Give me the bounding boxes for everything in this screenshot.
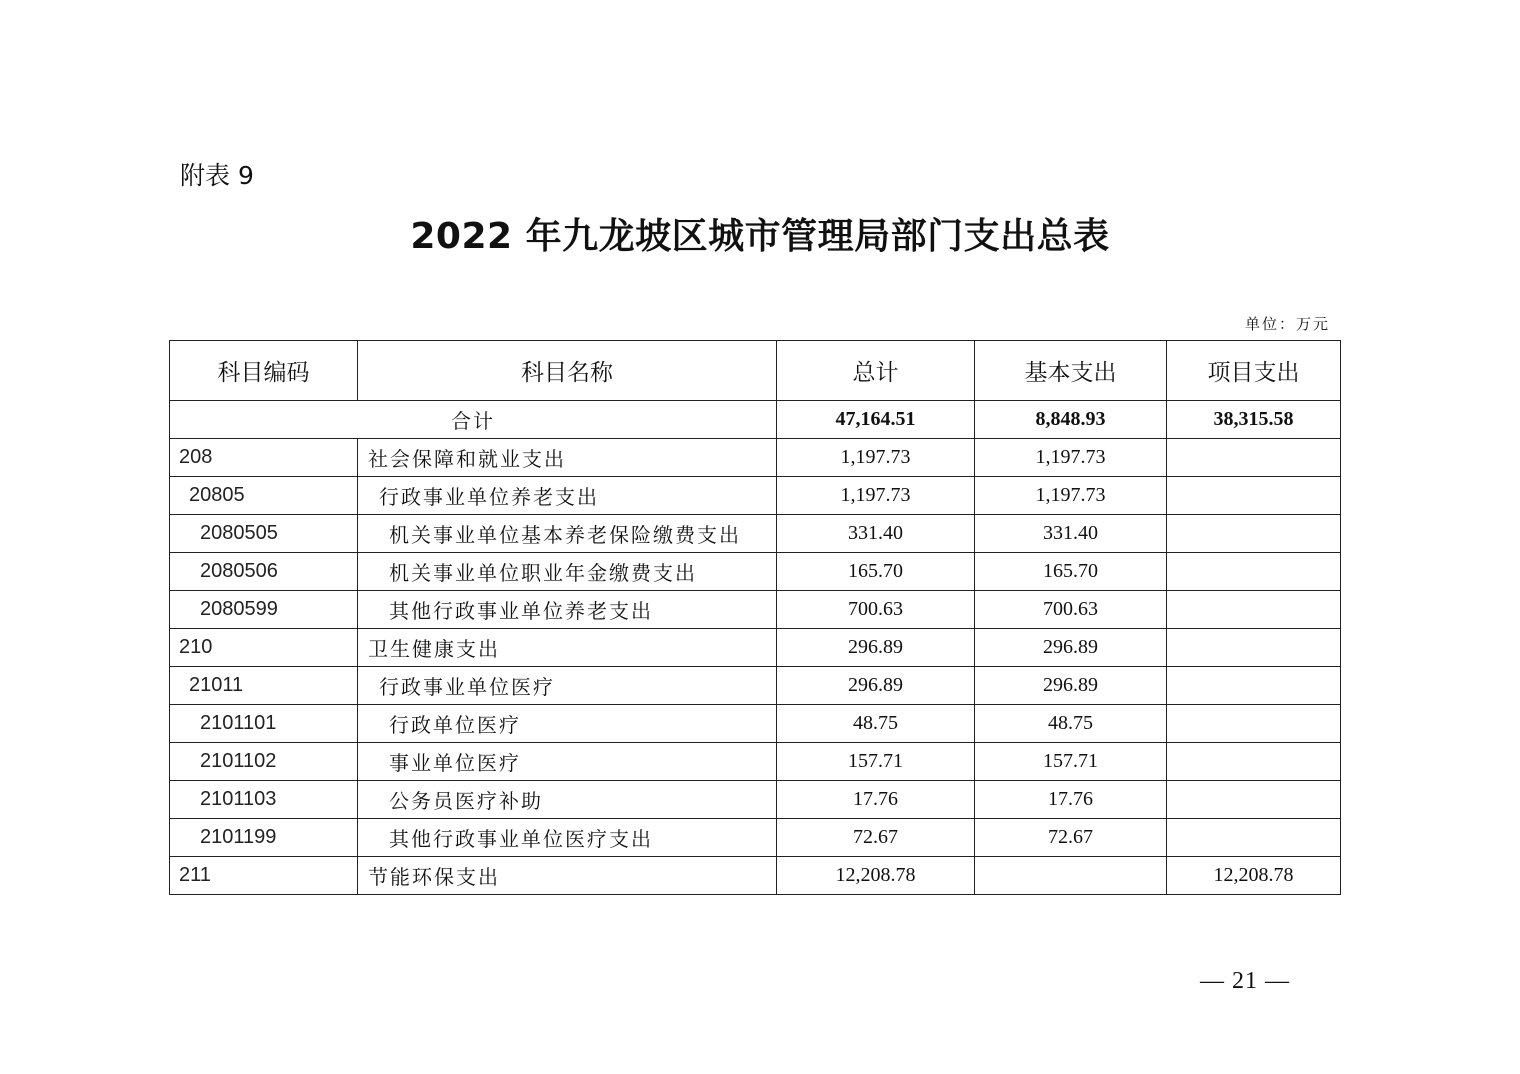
row-total: 165.70 [777, 553, 975, 591]
table-header-row [170, 341, 1341, 401]
document-title: 2022 年九龙坡区城市管理局部门支出总表 [410, 216, 1110, 257]
row-total: 296.89 [777, 667, 975, 705]
row-total: 331.40 [777, 515, 975, 553]
row-code: 211 [170, 857, 358, 895]
row-name: 机关事业单位职业年金缴费支出 [358, 553, 777, 591]
row-code: 20805 [170, 477, 358, 515]
row-project [1167, 781, 1341, 819]
row-total: 48.75 [777, 705, 975, 743]
row-code: 2101102 [170, 743, 358, 781]
row-project: 12,208.78 [1167, 857, 1341, 895]
row-basic: 157.71 [975, 743, 1167, 781]
table-row [170, 629, 1341, 667]
row-project [1167, 819, 1341, 857]
table-row [170, 477, 1341, 515]
row-project [1167, 553, 1341, 591]
row-name: 行政事业单位医疗 [358, 667, 777, 705]
row-code: 21011 [170, 667, 358, 705]
row-name: 行政单位医疗 [358, 705, 777, 743]
row-basic: 1,197.73 [975, 439, 1167, 477]
row-code: 2101103 [170, 781, 358, 819]
row-total: 1,197.73 [777, 477, 975, 515]
total-sum: 47,164.51 [777, 401, 975, 439]
row-basic: 296.89 [975, 629, 1167, 667]
row-code: 2080599 [170, 591, 358, 629]
unit-label: 单位：万元 [1244, 315, 1330, 333]
row-basic [975, 857, 1167, 895]
total-project: 38,315.58 [1167, 401, 1341, 439]
row-project [1167, 439, 1341, 477]
row-total: 1,197.73 [777, 439, 975, 477]
row-name: 卫生健康支出 [358, 629, 777, 667]
row-name: 机关事业单位基本养老保险缴费支出 [358, 515, 777, 553]
total-basic: 8,848.93 [975, 401, 1167, 439]
total-label: 合计 [170, 401, 777, 439]
table-row [170, 667, 1341, 705]
row-project [1167, 743, 1341, 781]
table-row [170, 515, 1341, 553]
row-project [1167, 477, 1341, 515]
row-name: 社会保障和就业支出 [358, 439, 777, 477]
table-row [170, 553, 1341, 591]
row-name: 其他行政事业单位养老支出 [358, 591, 777, 629]
row-total: 12,208.78 [777, 857, 975, 895]
row-total: 72.67 [777, 819, 975, 857]
table-row [170, 781, 1341, 819]
table-row [170, 591, 1341, 629]
row-basic: 72.67 [975, 819, 1167, 857]
table-row [170, 819, 1341, 857]
row-basic: 700.63 [975, 591, 1167, 629]
header-project: 项目支出 [1167, 341, 1341, 401]
row-code: 2080506 [170, 553, 358, 591]
header-code: 科目编码 [170, 341, 358, 401]
row-code: 210 [170, 629, 358, 667]
row-project [1167, 705, 1341, 743]
table-row [170, 857, 1341, 895]
header-name: 科目名称 [358, 341, 777, 401]
table-row [170, 439, 1341, 477]
row-code: 208 [170, 439, 358, 477]
row-total: 17.76 [777, 781, 975, 819]
row-total: 296.89 [777, 629, 975, 667]
row-project [1167, 629, 1341, 667]
row-basic: 1,197.73 [975, 477, 1167, 515]
total-row [170, 401, 1341, 439]
table-row [170, 705, 1341, 743]
row-project [1167, 591, 1341, 629]
row-name: 节能环保支出 [358, 857, 777, 895]
page-number: — 21 — [1200, 968, 1290, 994]
row-name: 公务员医疗补助 [358, 781, 777, 819]
row-basic: 296.89 [975, 667, 1167, 705]
header-basic: 基本支出 [975, 341, 1167, 401]
expenditure-table [169, 340, 1341, 895]
header-total: 总计 [777, 341, 975, 401]
row-total: 157.71 [777, 743, 975, 781]
row-project [1167, 667, 1341, 705]
table-row [170, 743, 1341, 781]
row-code: 2101101 [170, 705, 358, 743]
row-code: 2101199 [170, 819, 358, 857]
row-basic: 331.40 [975, 515, 1167, 553]
row-name: 事业单位医疗 [358, 743, 777, 781]
row-code: 2080505 [170, 515, 358, 553]
appendix-label: 附表 9 [180, 161, 254, 190]
row-project [1167, 515, 1341, 553]
row-basic: 165.70 [975, 553, 1167, 591]
row-name: 其他行政事业单位医疗支出 [358, 819, 777, 857]
row-name: 行政事业单位养老支出 [358, 477, 777, 515]
row-total: 700.63 [777, 591, 975, 629]
row-basic: 17.76 [975, 781, 1167, 819]
row-basic: 48.75 [975, 705, 1167, 743]
